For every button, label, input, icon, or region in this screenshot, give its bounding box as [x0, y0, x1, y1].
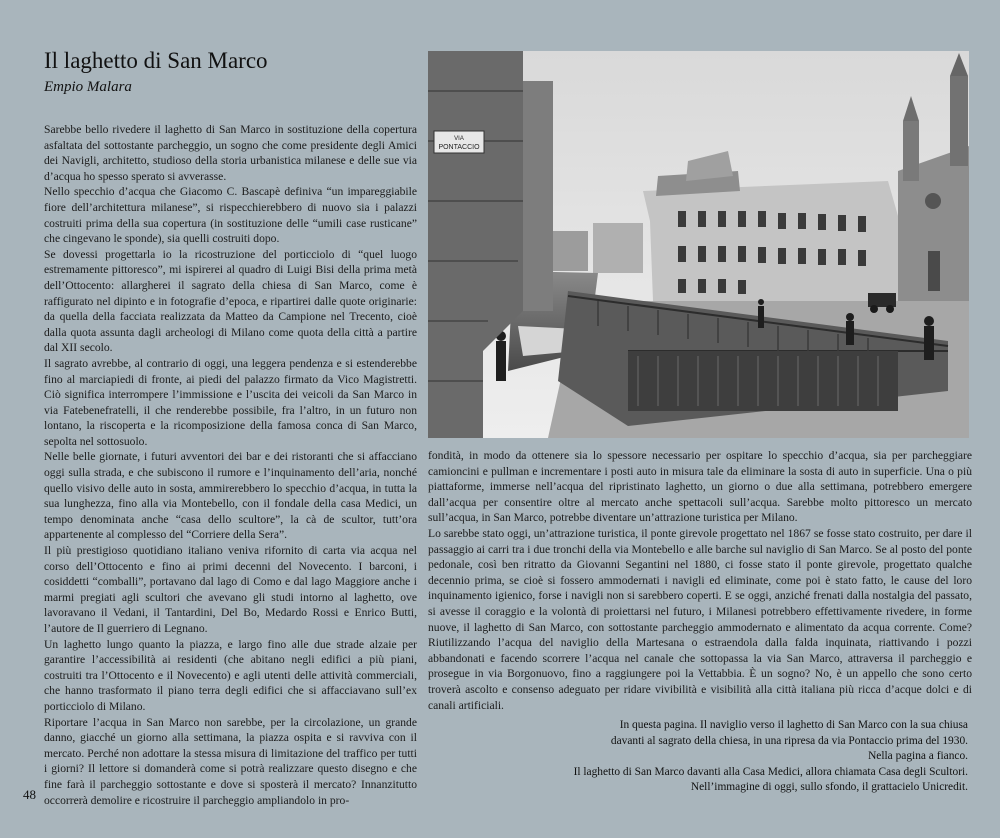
- photo-caption: [548, 718, 968, 796]
- paragraph: Il più prestigioso quotidiano italiano veniva rifornito di carta via acqua nel corso dell’Ottocento e fino ai primi decenni del Novecento. I barconi, i cosiddetti “comballi”, portavano dal lago di Como e dal lago Maggiore anche i marmi pregiati agli scultori che avevano gli studi intorno al laghetto, ove lavoravano il Vedani, il Tantardini, Del Bo, Medardo Rossi e Enrico Butti, l’autore de Il guerriero di Legnano.: [44, 544, 417, 635]
- caption-line: Nella pagina a fianco.: [868, 750, 968, 762]
- paragraph: Un laghetto lungo quanto la piazza, e largo fino alle due strade alzaie per garantire l’accessibilità ai residenti (che abitano negli edifici a più piani, costruiti tra l’Ottocento e il Novecento) e agli utenti delle attività commerciali, che hanno trasformato il piano terra degli edifici che si affacciavano sull’ex porticciolo di Milano.: [44, 637, 417, 713]
- right-column-text: [428, 448, 972, 713]
- paragraph: Sarebbe bello rivedere il laghetto di San Marco in sostituzione della copertura asfaltata del sottostante parcheggio, un sogno che come presidente degli Amici dei Navigli, architetto, studioso della storia urbanistica milanese e delle sue via d’acqua ho spesso sperato si avverasse.: [44, 123, 417, 183]
- paragraph: Se dovessi progettarla io la ricostruzione del porticciolo di “quel luogo estremamente pittoresco”, mi ispirerei al quadro di Luigi Bisi della prima metà dell’Ottocento: allargherei il sagrato della chiesa di San Marco, come è raffigurato nel dipinto e in fotografie d’epoca, e ripartirei dalle quote originarie: da quella della facciata realizzata da Matteo da Campione nel Trecento, cioè dalla quota assunta dagli archeologi di Milano come quota della città a partire dal XII secolo.: [44, 247, 417, 355]
- historic-photo: [428, 51, 969, 438]
- paragraph: Il sagrato avrebbe, al contrario di oggi, una leggera pendenza e si estenderebbe fino al marciapiedi di fronte, ai piedi del palazzo firmato da Vico Magistretti. Ciò significa interrompere l’immissione e l’uscita dei veicoli da San Marco in via Fatebenefratelli, il che renderebbe possibile, fra l’altro, in un futuro non lontano, la riscoperta e la ricomposizione della famosa conca di San Marco, sepolta nel sottosuolo.: [44, 356, 417, 448]
- street-sign-text-top: VIA: [454, 136, 464, 142]
- paragraph: Lo sarebbe stato oggi, un’attrazione turistica, il ponte girevole progettato nel 1867 se fosse stato costruito, per dare il passaggio ai carri tra i due tronchi della via Montebello e alle barche sul naviglio di San Marco. Se al posto del ponte pedonale, così ben ritratto da Giovanni Segantini nel 1880, ci fosse stato il ponte girevole, progettato qualche decennio prima, se cioè si fossero ammodernati i navigli ed eliminate, come poi è stato fatto, le cause del loro inquinamento igienico, forse i navigli non si sarebbero coperti. E se oggi, anziché frenati dalla nostalgia del passato, si avesse il coraggio e la volontà di proiettarsi nel futuro, i Milanesi potrebbero effettivamente rivedere, in forme nuove, il laghetto di San Marco, con sottostante parcheggio ammodernato e alimentato da acqua corrente. Come? Riutilizzando l’acqua del naviglio della Martesana o estraendola dalla falda inquinata, riattivando i pozzi abbandonati e facendo scorrere l’acqua nel canale che sottopassa la via San Marco, attraversa il parcheggio e prosegue in via Borgonuovo, fino a raggiungere poi la Vettabbia. È un sogno? No, è un appello che sono certo troverà ascolto e consenso adeguato per ridare vivibilità e visibilità alla città italiana più ricca d’acque dolci e di canali artificiali.: [428, 526, 972, 712]
- paragraph: fondità, in modo da ottenere sia lo spessore necessario per ospitare lo specchio d’acqua, sia per parcheggiare camioncini e pullman e incrementare i posti auto in misura tale da eliminare la sosta di auto in superficie. Una o più piattaforme, immerse nell’acqua del ripristinato laghetto, un giorno o due alla settimana, potrebbero emergere dall’acqua per consentire oltre al mercato anche spettacoli sull’acqua. Sarebbe molto pittoresco un mercato sull’acqua, in San Marco, potrebbe diventare un’attrazione turistica per Milano.: [428, 449, 972, 525]
- caption-line: Il laghetto di San Marco davanti alla Casa Medici, allora chiamata Casa degli Scultori.: [573, 765, 968, 778]
- paragraph: Riportare l’acqua in San Marco non sarebbe, per la circolazione, un grande danno, giacché un giorno alla settimana, la piazza ospita e si ravviva con il mercato. Perché non adottare la stessa misura di limitazione del traffico per tutti i giorni? Il lettore si domanderà come si potrà realizzare questo disegno e che fine farà il parcheggio sottostante e dove si sposterà il mercato? Innanzitutto occorrerà demolire e ricostruire il parcheggio ampliandolo in pro-: [44, 715, 417, 807]
- caption-line: Nell’immagine di oggi, sullo sfondo, il grattacielo Unicredit.: [690, 781, 968, 793]
- article-author: Empio Malara: [44, 79, 132, 95]
- article-title: Il laghetto di San Marco: [44, 48, 268, 73]
- paragraph: Nello specchio d’acqua che Giacomo C. Bascapè definiva “un impareggiabile fiore dell’architettura milanese”, si rispecchierebbero di nuovo sia i palazzi costruiti prima della sua copertura (in sostituzione delle “umili case rusticane” che cingevano le sponde), sia quelli costruiti dopo.: [44, 185, 417, 246]
- photo-illustration: [428, 51, 969, 438]
- caption-line: In questa pagina. Il naviglio verso il laghetto di San Marco con la sua chiusa: [619, 719, 968, 731]
- caption-line: davanti al sagrato della chiesa, in una ripresa da via Pontaccio prima del 1930.: [610, 734, 968, 747]
- street-sign-text-bottom: PONTACCIO: [438, 144, 480, 151]
- left-column-text: [44, 122, 417, 808]
- paragraph: Nelle belle giornate, i futuri avventori dei bar e dei ristoranti che si affacciano oggi sulla strada, e che subiscono il rumore e l’inquinamento dell’aria, nonché quello visivo delle auto in sosta, ammirerebbero lo specchio d’acqua, in tutta la sua lunghezza, fino alla via Montebello, con il fondale della casa Medici, un tempo denominata anche “casa dello scultore”, la cà de scultor, tutt’ora appartenente al complesso del “Corriere della Sera”.: [44, 450, 417, 542]
- page-number: 48: [23, 787, 36, 802]
